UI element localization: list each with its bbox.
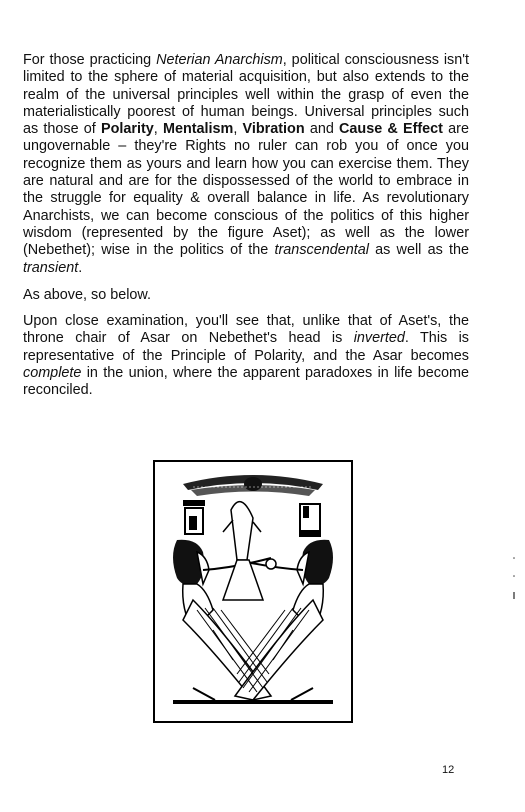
aset-nebethet-illustration bbox=[153, 460, 353, 723]
bold-polarity: Polarity bbox=[100, 121, 154, 138]
page-number: 12 bbox=[442, 764, 455, 776]
bold-vibration: Vibration bbox=[242, 121, 305, 138]
text-run: For those practicing bbox=[23, 52, 157, 68]
paragraph-as-above: As above, so below. bbox=[23, 286, 151, 303]
bold-cause-effect: Cause & Effect bbox=[339, 121, 443, 138]
emphasis-complete: complete bbox=[23, 365, 82, 382]
text-run: and bbox=[304, 121, 340, 138]
text-run: . This is representative of the Principle of Polarity, and the Asar becomes bbox=[23, 330, 469, 364]
scan-specks bbox=[511, 556, 517, 616]
text-run: in the union, where the apparent paradoxes in life become reconciled. bbox=[23, 365, 469, 399]
emphasis-neterian-anarchism: Neterian Anarchism bbox=[156, 52, 283, 68]
emphasis-transcendental: transcendental bbox=[274, 242, 369, 259]
right-throne-crown bbox=[300, 504, 320, 536]
text-run: , bbox=[233, 121, 243, 138]
paragraph-neterian-anarchism bbox=[23, 52, 469, 277]
bold-mentalism: Mentalism bbox=[162, 121, 234, 138]
text-run: are ungovernable – they're Rights no ruler can rob you of once you recognize them as yours and learn how you can exercise them. They are natural and are for the dispossessed of the world to embrace in the struggle for equality & overall balance in life. As revolutionary Anarchists, we can become conscious of the politics of this higher wisdom (represented by the figure Aset); as well as the lower (Nebethet); wise in the politics of the bbox=[23, 121, 469, 259]
emphasis-transient: transient bbox=[23, 259, 79, 276]
body-text bbox=[23, 52, 469, 410]
text-run: . bbox=[78, 259, 83, 276]
text-run: , bbox=[153, 121, 163, 138]
left-throne-crown bbox=[183, 500, 205, 534]
paragraph-close-examination bbox=[23, 313, 469, 399]
emphasis-inverted: inverted bbox=[353, 330, 405, 347]
text-run: , political consciousness isn't limited to the sphere of material acquisition, but also extends to the realm of the universal principles well within the grasp of even the materialistically poorest of human beings. Universal principles such as those of bbox=[23, 52, 469, 138]
text-run: Upon close examination, you'll see that, unlike that of Aset's, the throne chair of Asar on Nebethet's head is bbox=[23, 313, 469, 347]
text-run: as well as the bbox=[368, 242, 469, 259]
